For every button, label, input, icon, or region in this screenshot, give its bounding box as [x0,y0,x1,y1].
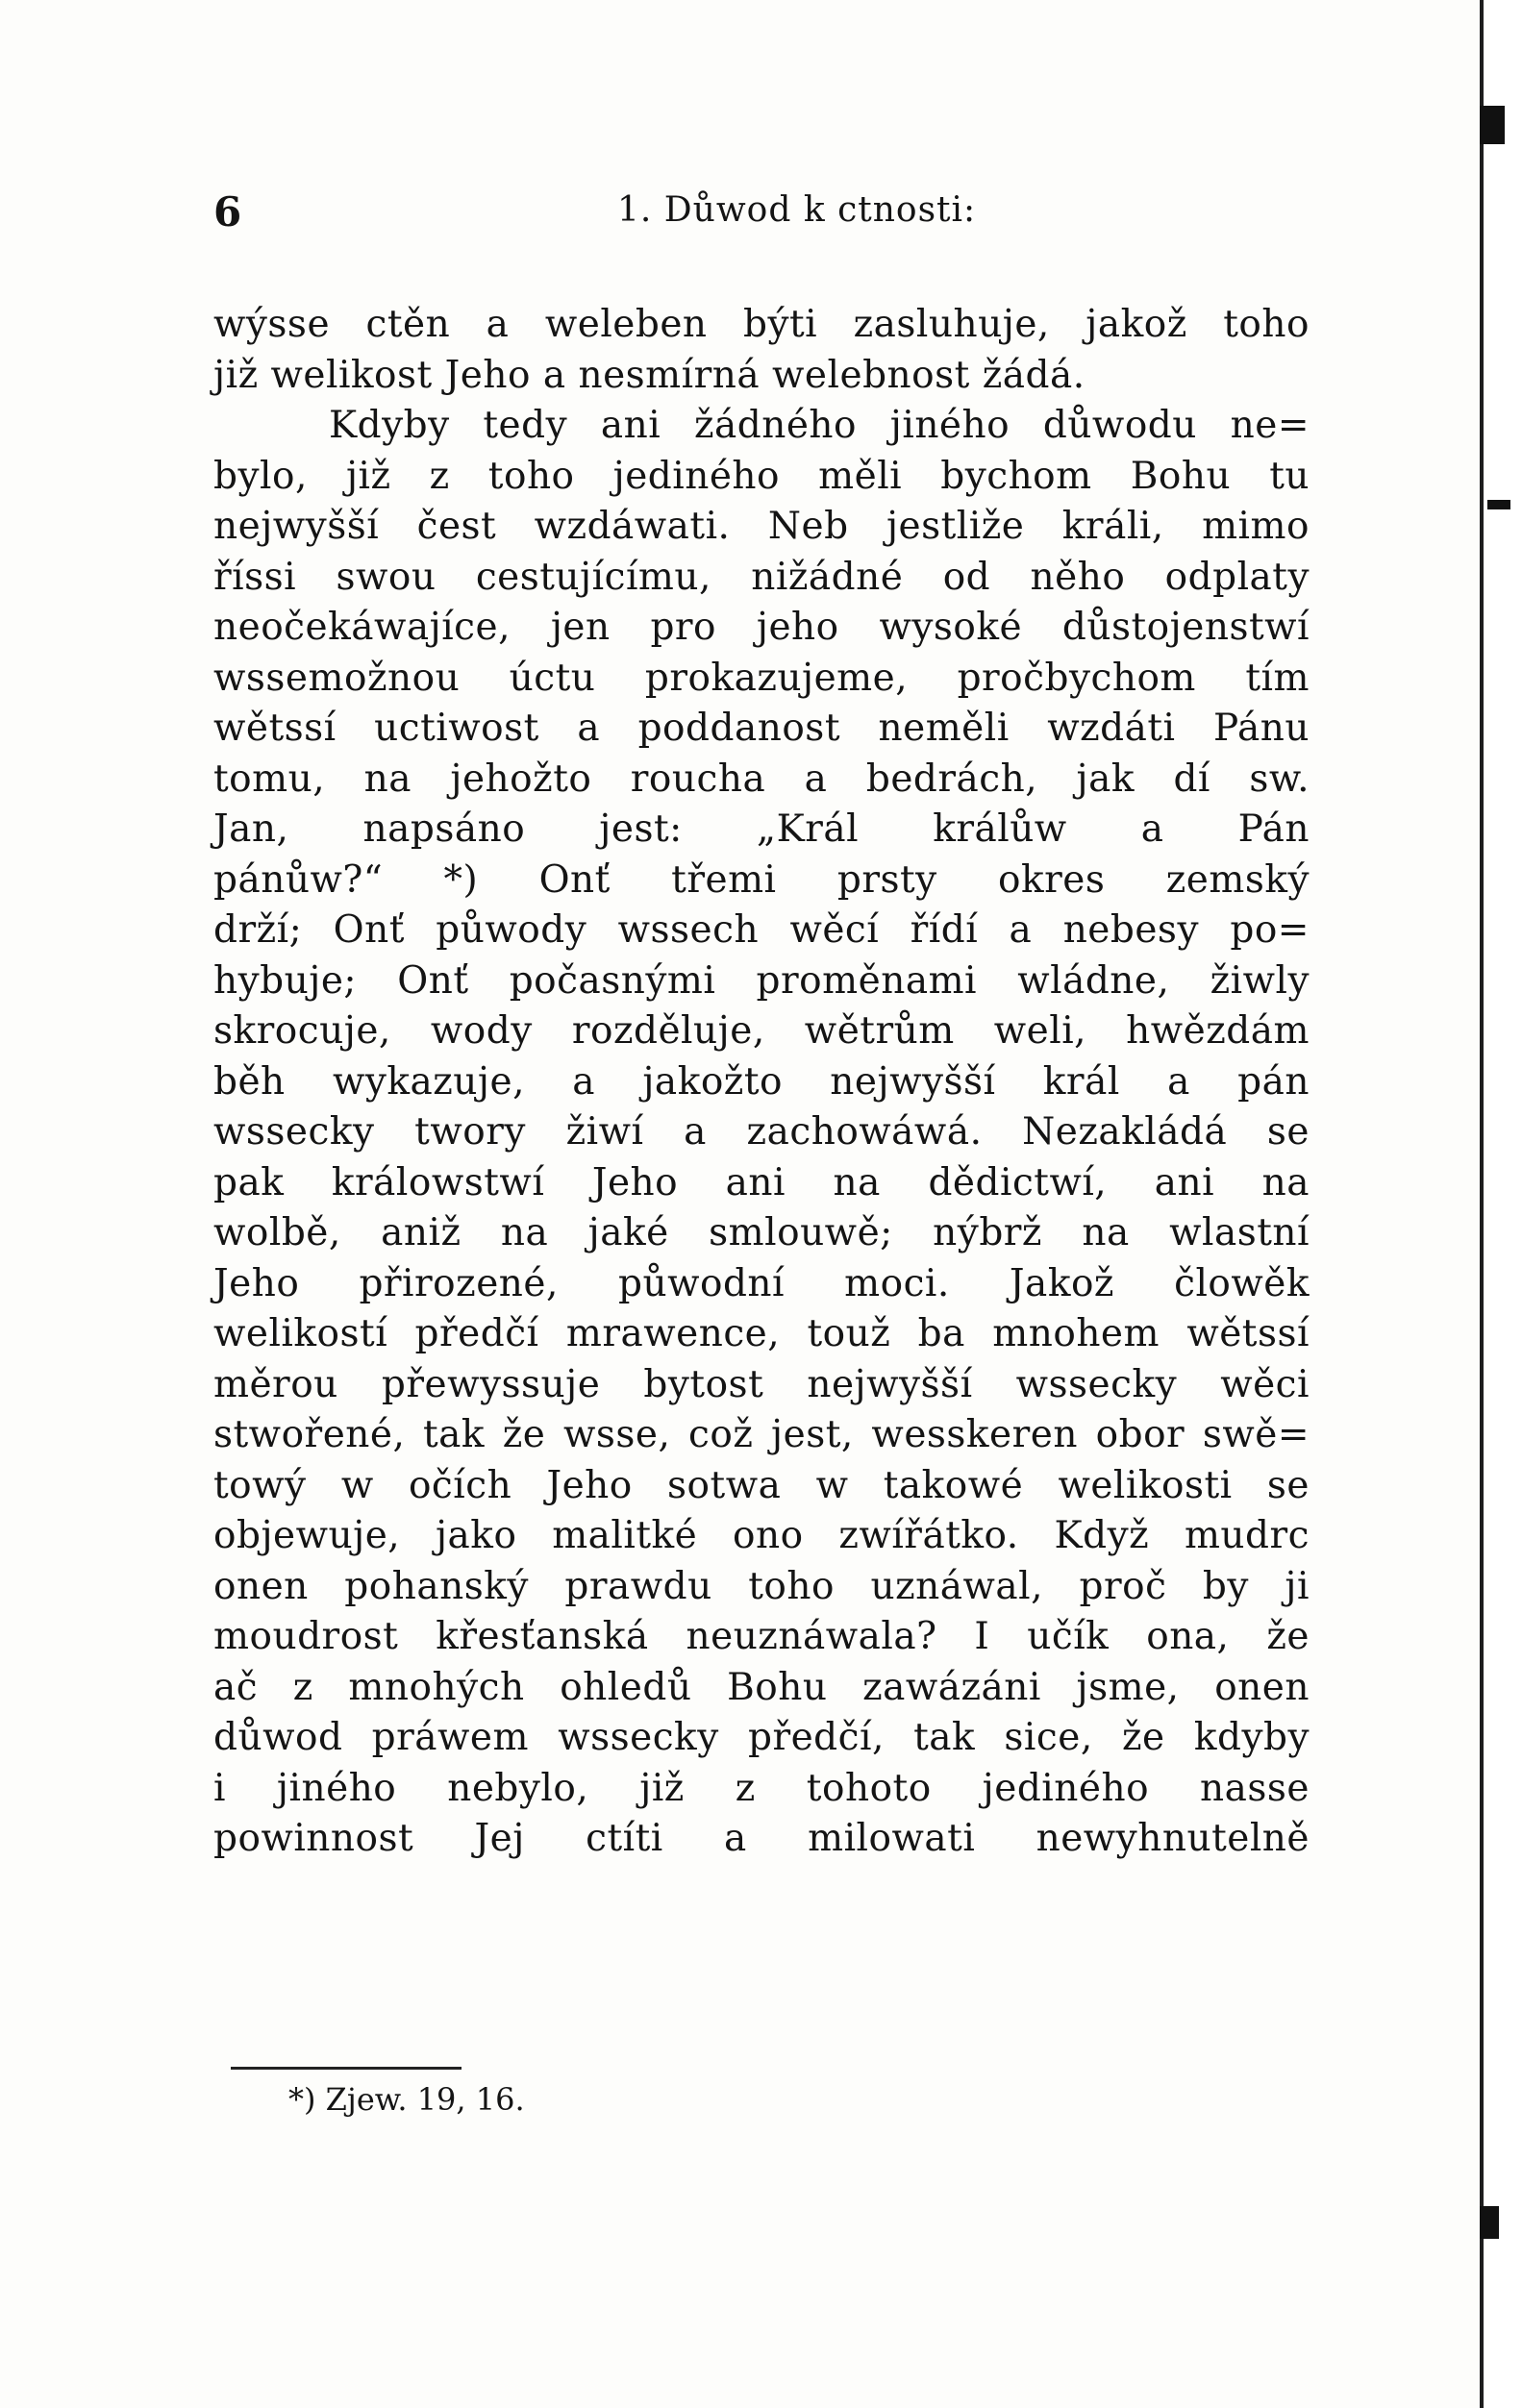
text-line: wýsse ctěn a weleben býti zasluhuje, jakož toho [213,303,1310,346]
page-number: 6 [213,188,242,236]
page-edge-margin [1480,0,1522,2408]
text-line: tomu, na jehožto roucha a bedrách, jak dí sw. [213,757,1310,801]
text-line: říssi swou cestujícímu, nižádné od něho odplaty [213,555,1310,599]
text-line: bylo, již z toho jediného měli bychom Bohu tu [213,454,1310,498]
body-text [213,300,1310,1865]
text-line: pánůw?“ *) Onť třemi prsty okres zemský [213,857,1310,902]
text-line: towý w očích Jeho sotwa w takowé welikosti se [213,1463,1310,1507]
text-line: skrocuje, wody rozděluje, wětrům weli, hwězdám [213,1009,1310,1053]
text-line: Jeho přirozené, půwodní moci. Jakož člowěk [213,1261,1310,1305]
text-line: wolbě, aniž na jaké smlouwě; nýbrž na wlastní [213,1211,1310,1254]
text-line: powinnost Jej ctíti a milowati newyhnutelně [213,1817,1310,1860]
text-line: stwořené, tak že wsse, což jest, wesskeren obor swě= [213,1413,1310,1456]
text-line: hybuje; Onť počasnými proměnami wládne, žiwly [213,958,1310,1003]
text-line: běh wykazuje, a jakožto nejwyšší král a pán [213,1059,1310,1104]
footnote: *) Zjew. 19, 16. [288,2081,525,2118]
text-line: onen pohanský prawdu toho uznáwal, proč by ji [213,1564,1310,1608]
running-head: 1. Důwod k ctnosti: [617,190,977,230]
text-line: welikostí předčí mrawence, touž ba mnohem wětssí [213,1312,1310,1355]
text-line: drží; Onť půwody wssech wěcí řídí a nebesy po= [213,908,1310,952]
text-line: důwod práwem wssecky předčí, tak sice, že kdyby [213,1716,1310,1759]
text-line: nejwyšší čest wzdáwati. Neb jestliže králi, mimo [213,505,1310,548]
text-line: již welikost Jeho a nesmírná welebnost žádá. [213,353,1085,397]
text-line: moudrost křesťanská neuznáwala? I učík ona, že [213,1615,1310,1658]
text-line: ač z mnohých ohledů Bohu zawázáni jsme, onen [213,1665,1310,1709]
text-line: neočekáwajíce, jen pro jeho wysoké důstojenstwí [213,606,1310,649]
text-line: wětssí uctiwost a poddanost neměli wzdáti Pánu [213,707,1310,750]
page-header [213,188,1310,246]
text-line: wssecky twory žiwí a zachowáwá. Nezakládá se [213,1110,1310,1154]
text-line: i jiného nebylo, již z tohoto jediného nasse [213,1766,1310,1810]
text-line: objewuje, jako malitké ono zwířátko. Když mudrc [213,1514,1310,1557]
footnote-divider [231,2067,462,2070]
text-line: měrou přewyssuje bytost nejwyšší wssecky wěci [213,1362,1310,1406]
text-line: pak králowstwí Jeho ani na dědictwí, ani na [213,1160,1310,1204]
text-line: Jan, napsáno jest: „Král králůw a Pán [213,807,1310,851]
text-line: wssemožnou úctu prokazujeme, pročbychom tím [213,656,1310,700]
text-line: Kdyby tedy ani žádného jiného důwodu ne= [329,404,1310,447]
